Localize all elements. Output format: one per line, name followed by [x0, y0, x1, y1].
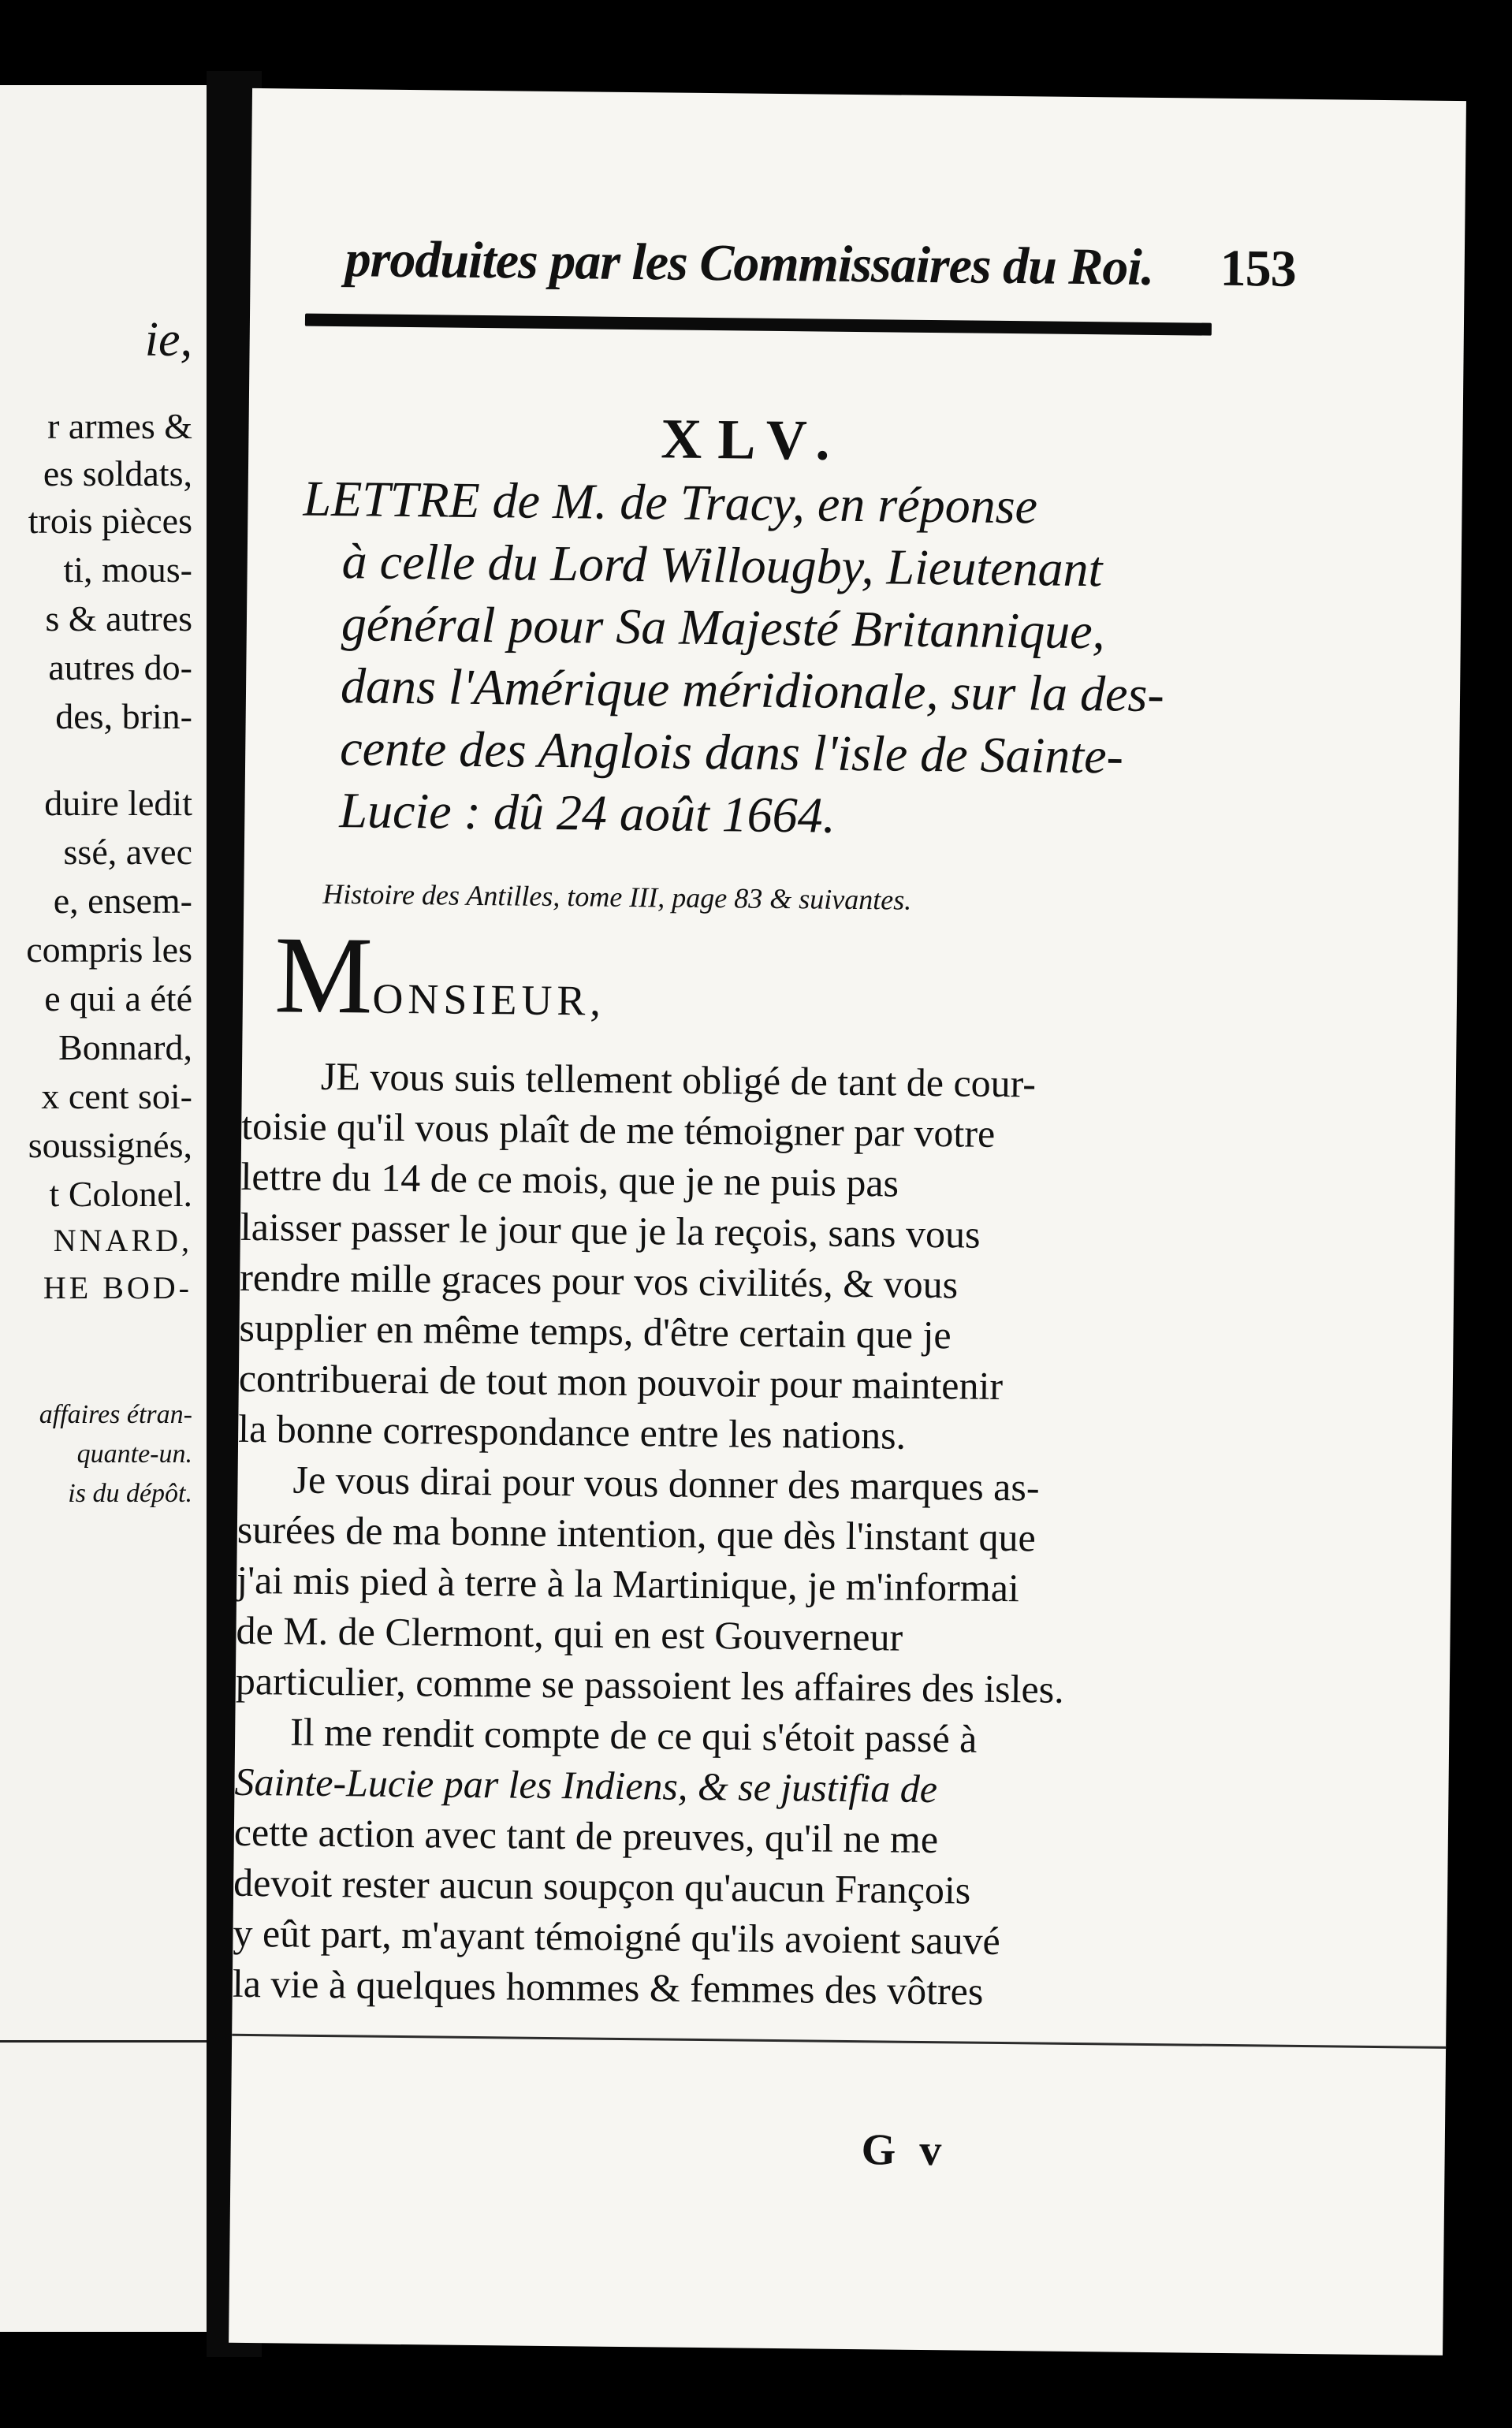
left-page-rule	[0, 2040, 207, 2043]
letter-title-line: dans l'Amérique méridionale, sur la des-	[340, 657, 1165, 723]
left-line: trois pièces	[28, 501, 192, 541]
body-line: de M. de Clermont, qui en est Gouverneur	[236, 1607, 903, 1659]
body-line: y eût part, m'ayant témoigné qu'ils avoient sauvé	[233, 1910, 1001, 1963]
section-number: XLV.	[660, 407, 846, 472]
body-line: laisser passer le jour que je la reçois, sans vous	[240, 1204, 981, 1257]
drop-capital: M	[274, 914, 374, 1037]
page-number: 153	[1220, 239, 1297, 298]
source-citation: Histoire des Antilles, tome III, page 83 & suivantes.	[322, 877, 912, 916]
main-page	[229, 88, 1466, 2355]
body-line: la bonne correspondance entre les nations.	[237, 1406, 907, 1458]
letter-title-line: général pour Sa Majesté Britannique,	[341, 595, 1106, 660]
letter-title-line: cente des Anglois dans l'isle de Sainte-	[339, 720, 1124, 784]
body-line: la vie à quelques hommes & femmes des vôtres	[232, 1961, 984, 2013]
left-line: NNARD,	[53, 1223, 192, 1258]
left-line: s & autres	[45, 598, 192, 639]
signature-mark: G v	[861, 2125, 948, 2176]
left-line: soussignés,	[28, 1125, 192, 1165]
body-line: toisie qu'il vous plaît de me témoigner par votre	[240, 1103, 996, 1156]
running-head-title: produites par les Commissaires du Roi.	[344, 230, 1154, 296]
left-line: e, ensem-	[53, 881, 192, 921]
letter-title-line: LETTRE de M. de Tracy, en réponse	[303, 470, 1038, 534]
body-line: devoit rester aucun soupçon qu'aucun François	[233, 1860, 971, 1912]
left-line: quante-un.	[76, 1439, 192, 1469]
left-line: e qui a été	[44, 978, 192, 1018]
body-line: cette action avec tant de preuves, qu'il ne me	[233, 1809, 939, 1862]
left-line: des, brin-	[55, 696, 192, 736]
body-line: lettre du 14 de ce mois, que je ne puis pas	[240, 1153, 899, 1205]
body-line: supplier en même temps, d'être certain que je	[239, 1305, 952, 1357]
left-line: ssé, avec	[63, 832, 192, 872]
body-line: Il me rendit compte de ce qui s'étoit passé à	[289, 1709, 978, 1761]
left-line: ie,	[144, 313, 192, 367]
left-line: ti, mous-	[63, 549, 192, 590]
letter-body	[233, 1050, 1236, 2019]
body-line: surées de ma bonne intention, que dès l'instant que	[236, 1506, 1037, 1560]
left-line: r armes &	[47, 406, 192, 446]
left-line: HE BOD-	[43, 1270, 192, 1305]
letter-title-line: à celle du Lord Willougby, Lieutenant	[341, 533, 1103, 598]
left-line: affaires étran-	[39, 1400, 192, 1429]
letter-title-line: Lucie : dû 24 août 1664.	[339, 782, 836, 843]
left-line: Bonnard,	[58, 1027, 192, 1067]
body-line: particulier, comme se passoient les affaires des isles.	[235, 1658, 1065, 1711]
left-line: compris les	[26, 929, 192, 970]
body-line: Je vous dirai pour vous donner des marques as-	[292, 1457, 1040, 1510]
body-line: JE vous suis tellement obligé de tant de cour-	[320, 1053, 1037, 1106]
left-line: es soldats,	[43, 453, 192, 493]
left-line: is du dépôt.	[68, 1479, 192, 1508]
left-line: autres do-	[48, 647, 192, 687]
left-page-fragment	[0, 85, 209, 2332]
left-line: t Colonel.	[49, 1174, 192, 1214]
body-line: j'ai mis pied à terre à la Martinique, je m'informai	[236, 1557, 1020, 1611]
salutation-rest: ONSIEUR,	[372, 974, 606, 1025]
left-line: duire ledit	[44, 783, 192, 823]
header-rule	[305, 314, 1212, 336]
body-line: contribuerai de tout mon pouvoir pour maintenir	[238, 1355, 1004, 1408]
footer-rule	[232, 2034, 1446, 2049]
salutation	[274, 914, 606, 1037]
left-line: x cent soi-	[41, 1076, 192, 1116]
running-head	[344, 229, 1297, 298]
body-line: rendre mille graces pour vos civilités, & vous	[239, 1254, 959, 1307]
letter-title	[284, 467, 1265, 851]
body-line: Sainte-Lucie par les Indiens, & se justifia de	[234, 1759, 938, 1812]
